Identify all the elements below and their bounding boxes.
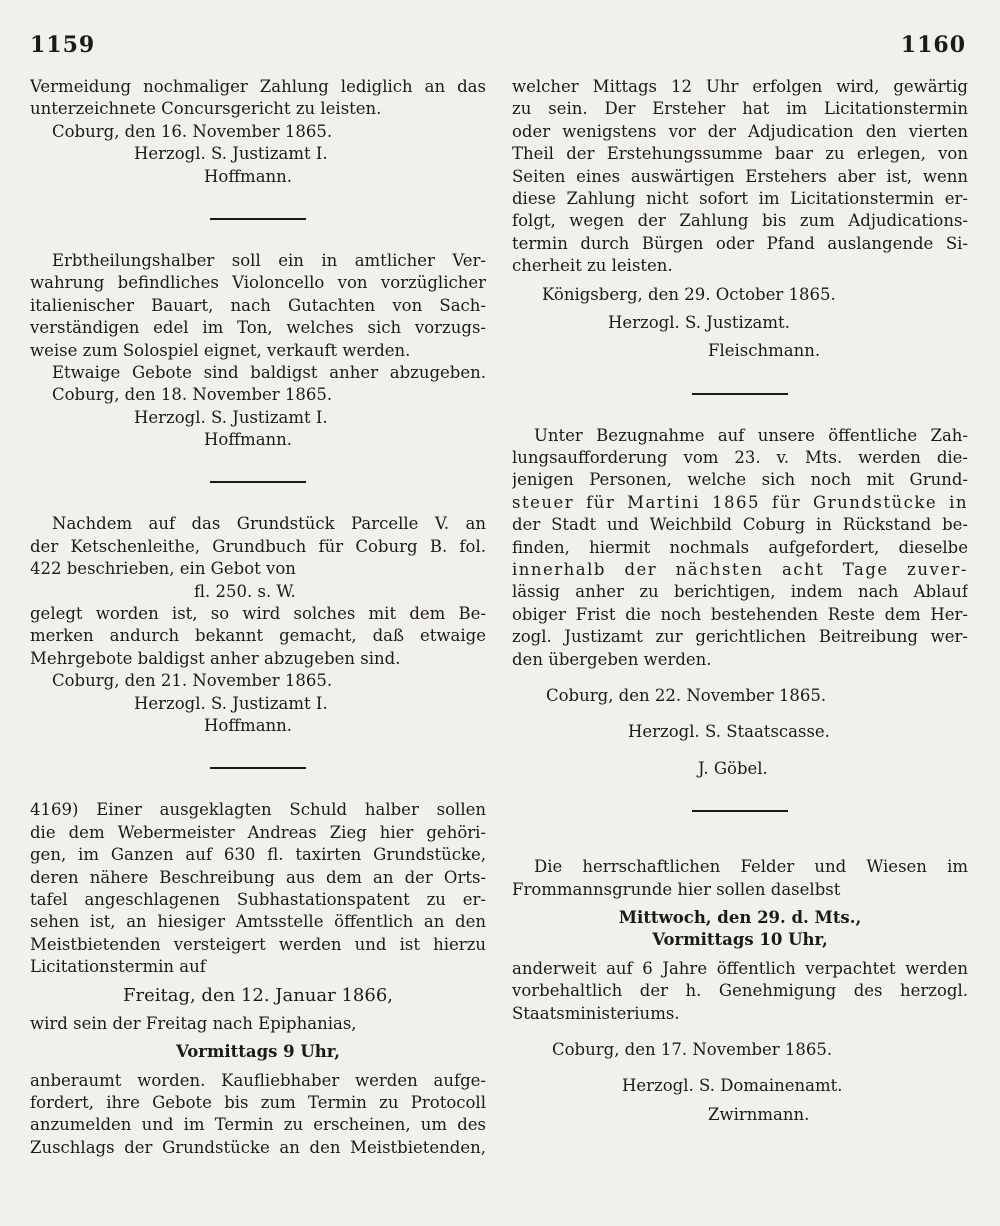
text-line: folgt, wegen der Zahlung bis zum Adjudications- — [512, 211, 968, 231]
text-line: Staatsministeriums. — [512, 1003, 680, 1023]
text-line: lungsaufforderung vom 23. v. Mts. werden die- — [512, 448, 968, 468]
text-line: gelegt worden ist, so wird solches mit dem Be- — [30, 604, 486, 624]
place-date: Coburg, den 17. November 1865. — [552, 1039, 833, 1059]
text-line: welcher Mittags 12 Uhr erfolgen wird, gewärtig — [512, 77, 968, 96]
text-line: Zuschlags der Grundstücke an den Meistbietenden, — [30, 1137, 486, 1157]
text-line: italienischer Bauart, nach Gutachten von Sach- — [30, 295, 486, 315]
page-number-left: 1159 — [30, 32, 96, 58]
text-line: wahrung befindliches Violoncello von vorzüglicher — [30, 273, 486, 293]
text-line: Vermeidung nochmaliger Zahlung lediglich an das — [30, 77, 486, 96]
text-line: vorbehaltlich der h. Genehmigung des herzogl. — [512, 981, 968, 1001]
authority: Herzogl. S. Justizamt I. — [134, 693, 328, 713]
notice-auction-4169 — [30, 799, 486, 1159]
notice-violoncello — [30, 250, 486, 452]
left-column — [30, 76, 486, 1159]
notice-field-lease — [512, 856, 968, 1126]
text-line: weise zum Solospiel eignet, verkauft werden. — [30, 340, 411, 360]
text-line: oder wenigstens vor der Adjudication den vierten — [512, 121, 968, 141]
text-line: zu sein. Der Ersteher hat im Licitationstermin — [512, 99, 968, 119]
place-date: Coburg, den 18. November 1865. — [52, 385, 333, 405]
text-line: anderweit auf 6 Jahre öffentlich verpachtet werden — [512, 958, 968, 978]
page-number-right: 1160 — [900, 32, 966, 58]
text-line: verständigen edel im Ton, welches sich vorzugs- — [30, 318, 486, 338]
auction-time: Vormittags 9 Uhr, — [175, 1042, 341, 1062]
text-line: gen, im Ganzen auf 630 fl. taxirten Grundstücke, — [30, 845, 486, 865]
text-line: Licitationstermin auf — [30, 957, 206, 977]
signature: Fleischmann. — [708, 341, 821, 361]
text-line: Unter Bezugnahme auf unsere öffentliche Zah- — [534, 425, 968, 445]
place-date: Coburg, den 22. November 1865. — [546, 685, 827, 705]
text-line: anberaumt worden. Kaufliebhaber werden aufge- — [30, 1070, 486, 1090]
text-line: 4169) Einer ausgeklagten Schuld halber sollen — [30, 800, 486, 820]
text-line: sehen ist, an hiesiger Amtsstelle öffentlich an den — [30, 912, 486, 932]
text-line: den übergeben werden. — [512, 649, 712, 669]
text-line: Die herrschaftlichen Felder und Wiesen im — [534, 857, 968, 877]
auction-date: Freitag, den 12. Januar 1866, — [123, 984, 393, 1006]
text-line: Erbtheilungshalber soll ein in amtlicher Ver- — [52, 250, 486, 270]
authority: Herzogl. S. Domainenamt. — [622, 1076, 843, 1096]
place-date: Coburg, den 21. November 1865. — [52, 671, 333, 691]
text-line: Nachdem auf das Grundstück Parcelle V. an — [52, 514, 486, 534]
notice-ground-tax — [512, 425, 968, 780]
signature: Hoffmann. — [204, 715, 293, 735]
text-line: Theil der Erstehungssumme baar zu erlegen, von — [512, 144, 968, 164]
signature: Hoffmann. — [204, 430, 293, 450]
text-line: Frommannsgrunde hier sollen daselbst — [512, 879, 841, 899]
authority: Herzogl. S. Justizamt I. — [134, 144, 328, 164]
bid-amount: fl. 250. s. W. — [194, 581, 296, 601]
lease-time: Vormittags 10 Uhr, — [652, 930, 828, 950]
signature: J. Göbel. — [698, 758, 768, 778]
text-line: Seiten eines auswärtigen Erstehers aber ist, wenn — [512, 166, 968, 186]
text-line: merken andurch bekannt gemacht, daß etwaige — [30, 626, 486, 646]
signature: Hoffmann. — [204, 166, 293, 186]
text-line: unterzeichnete Concursgericht zu leisten. — [30, 99, 382, 119]
text-line: finden, hiermit nochmals aufgefordert, dieselbe — [512, 537, 968, 557]
notice-auction-continued — [512, 76, 968, 363]
place-date: Königsberg, den 29. October 1865. — [542, 284, 836, 304]
lease-date: Mittwoch, den 29. d. Mts., — [618, 907, 862, 927]
place-date: Coburg, den 16. November 1865. — [52, 121, 333, 141]
text-line: zogl. Justizamt zur gerichtlichen Beitreibung wer- — [512, 627, 968, 647]
text-line: anzumelden und im Termin zu erscheinen, um des — [30, 1115, 486, 1135]
text-line: der Stadt und Weichbild Coburg in Rückstand be- — [512, 515, 968, 535]
auction-date-note: wird sein der Freitag nach Epiphanias, — [30, 1013, 357, 1033]
text-line: Etwaige Gebote sind baldigst anher abzugeben. — [52, 362, 486, 382]
text-line: jenigen Personen, welche sich noch mit Grund- — [512, 470, 968, 490]
text-line: Mehrgebote baldigst anher abzugeben sind. — [30, 648, 401, 668]
signature: Zwirnmann. — [708, 1104, 810, 1124]
text-line: steuer für Martini 1865 für Grundstücke in — [512, 492, 968, 512]
text-line: innerhalb der nächsten acht Tage zuver- — [512, 560, 968, 580]
text-line: tafel angeschlagenen Subhastationspatent zu er- — [30, 889, 486, 909]
notice-concurs-ending — [30, 76, 486, 188]
text-line: obiger Frist die noch bestehenden Reste dem Her- — [512, 604, 968, 624]
text-line: diese Zahlung nicht sofort im Licitationstermin er- — [512, 188, 968, 208]
right-column — [512, 76, 968, 1126]
authority: Herzogl. S. Staatscasse. — [628, 722, 830, 742]
text-line: cherheit zu leisten. — [512, 256, 673, 276]
authority: Herzogl. S. Justizamt. — [608, 312, 790, 332]
text-line: termin durch Bürgen oder Pfand auslangende Si- — [512, 233, 968, 253]
text-line: fordert, ihre Gebote bis zum Termin zu Protocoll — [30, 1093, 486, 1113]
authority: Herzogl. S. Justizamt I. — [134, 407, 328, 427]
notice-parcel-bid — [30, 513, 486, 737]
text-line: 422 beschrieben, ein Gebot von — [30, 559, 296, 579]
text-line: Meistbietenden versteigert werden und ist hierzu — [30, 934, 486, 954]
text-line: der Ketschenleithe, Grundbuch für Coburg B. fol. — [30, 536, 486, 556]
text-line: die dem Webermeister Andreas Zieg hier gehöri- — [30, 822, 486, 842]
text-line: lässig anher zu berichtigen, indem nach Ablauf — [512, 582, 968, 602]
text-line: deren nähere Beschreibung aus dem an der Orts- — [30, 867, 486, 887]
